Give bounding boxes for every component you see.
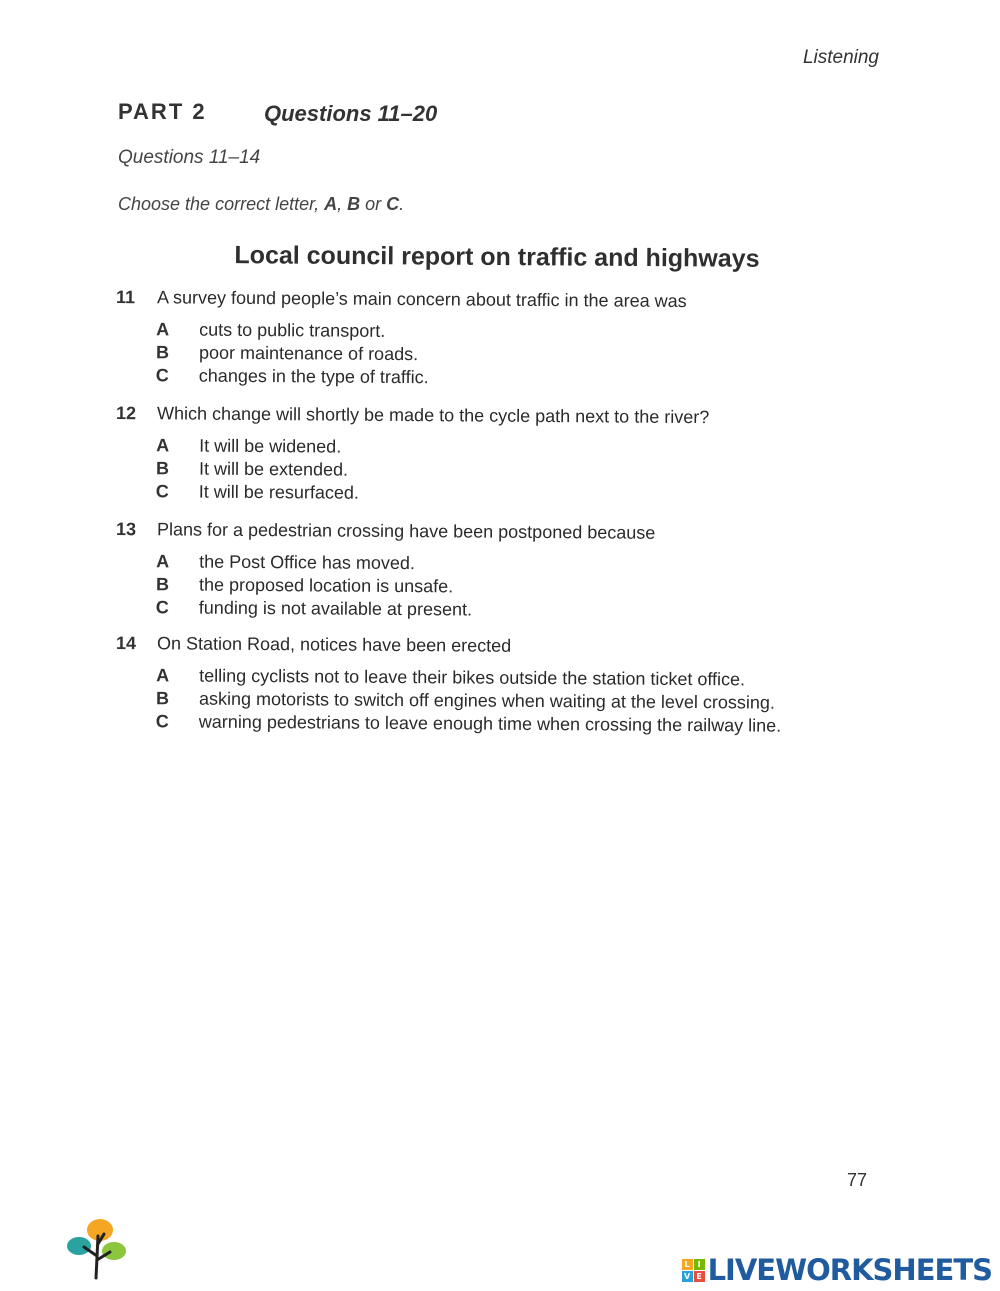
question-stem [113, 516, 873, 547]
question-12 [113, 400, 873, 503]
question-text: Plans for a pedestrian crossing have been postponed because [156, 519, 656, 543]
page-number: 77 [846, 1170, 867, 1190]
brand-cell-e: E [694, 1271, 705, 1282]
option-list [113, 318, 873, 392]
tree-logo-icon [64, 1216, 130, 1280]
instructions-letter-b: B [347, 194, 361, 214]
option-text: warning pedestrians to leave enough time when crossing the railway line. [198, 711, 782, 736]
option-letter: C [155, 365, 169, 386]
option-letter: B [155, 342, 170, 363]
option-text: funding is not available at present. [198, 597, 473, 620]
question-number: 14 [115, 633, 137, 654]
instructions-prefix: Choose the correct letter, [118, 194, 325, 214]
option-letter: A [156, 435, 170, 456]
option-text: the proposed location is unsafe. [198, 574, 454, 597]
option-c[interactable] [113, 596, 873, 624]
option-text: asking motorists to switch off engines when waiting at the level crossing. [198, 688, 776, 713]
option-list [113, 550, 873, 624]
liveworksheets-brand[interactable] [682, 1254, 992, 1286]
instructions-or: or [360, 194, 387, 214]
question-number: 12 [115, 403, 137, 424]
option-text: the Post Office has moved. [199, 551, 416, 574]
question-stem [113, 400, 873, 431]
instructions-comma: , [337, 194, 348, 214]
question-stem [113, 284, 873, 315]
option-list [113, 434, 873, 508]
question-text: On Station Road, notices have been erected [156, 633, 512, 656]
option-text: telling cyclists not to leave their bikes outside the station ticket office. [199, 665, 746, 690]
option-list [113, 664, 873, 738]
brand-cell-i: I [694, 1259, 705, 1270]
option-text: It will be resurfaced. [198, 481, 359, 503]
option-text: changes in the type of traffic. [198, 365, 429, 388]
option-letter: B [155, 574, 170, 595]
sub-questions-range: Questions 11–14 [118, 147, 261, 168]
option-letter: C [155, 711, 169, 732]
question-13 [113, 516, 873, 619]
option-letter: C [155, 597, 169, 618]
option-letter: A [156, 551, 170, 572]
option-c[interactable] [113, 710, 873, 738]
question-text: A survey found people’s main concern about traffic in the area was [156, 287, 687, 312]
section-label: Listening [802, 47, 879, 68]
question-11 [113, 284, 873, 387]
option-letter: C [155, 481, 169, 502]
brand-cell-l: L [682, 1259, 693, 1270]
instructions-letter-c: C [386, 194, 400, 214]
instructions-period: . [399, 194, 405, 214]
option-letter: A [156, 319, 170, 340]
question-number: 13 [115, 519, 137, 540]
question-14 [113, 630, 873, 736]
option-c[interactable] [113, 480, 873, 508]
option-c[interactable] [113, 364, 873, 392]
question-text: Which change will shortly be made to the cycle path next to the river? [156, 403, 710, 428]
report-title: Local council report on traffic and highways [234, 241, 760, 273]
brand-cell-v: V [682, 1271, 693, 1282]
question-number: 11 [115, 287, 136, 308]
option-text: It will be widened. [199, 435, 342, 457]
part-questions-range: Questions 11–20 [264, 101, 438, 126]
option-letter: B [155, 688, 170, 709]
brand-name: LIVEWORKSHEETS [707, 1253, 992, 1287]
option-text: cuts to public transport. [199, 319, 386, 341]
option-text: poor maintenance of roads. [198, 342, 419, 365]
instructions-letter-a: A [324, 194, 338, 214]
question-stem [113, 630, 873, 661]
instructions [118, 194, 404, 215]
part-heading: PART 2 [118, 99, 207, 124]
option-text: It will be extended. [198, 458, 349, 480]
option-letter: B [155, 458, 170, 479]
brand-mark-icon [682, 1259, 705, 1282]
option-letter: A [156, 665, 170, 686]
